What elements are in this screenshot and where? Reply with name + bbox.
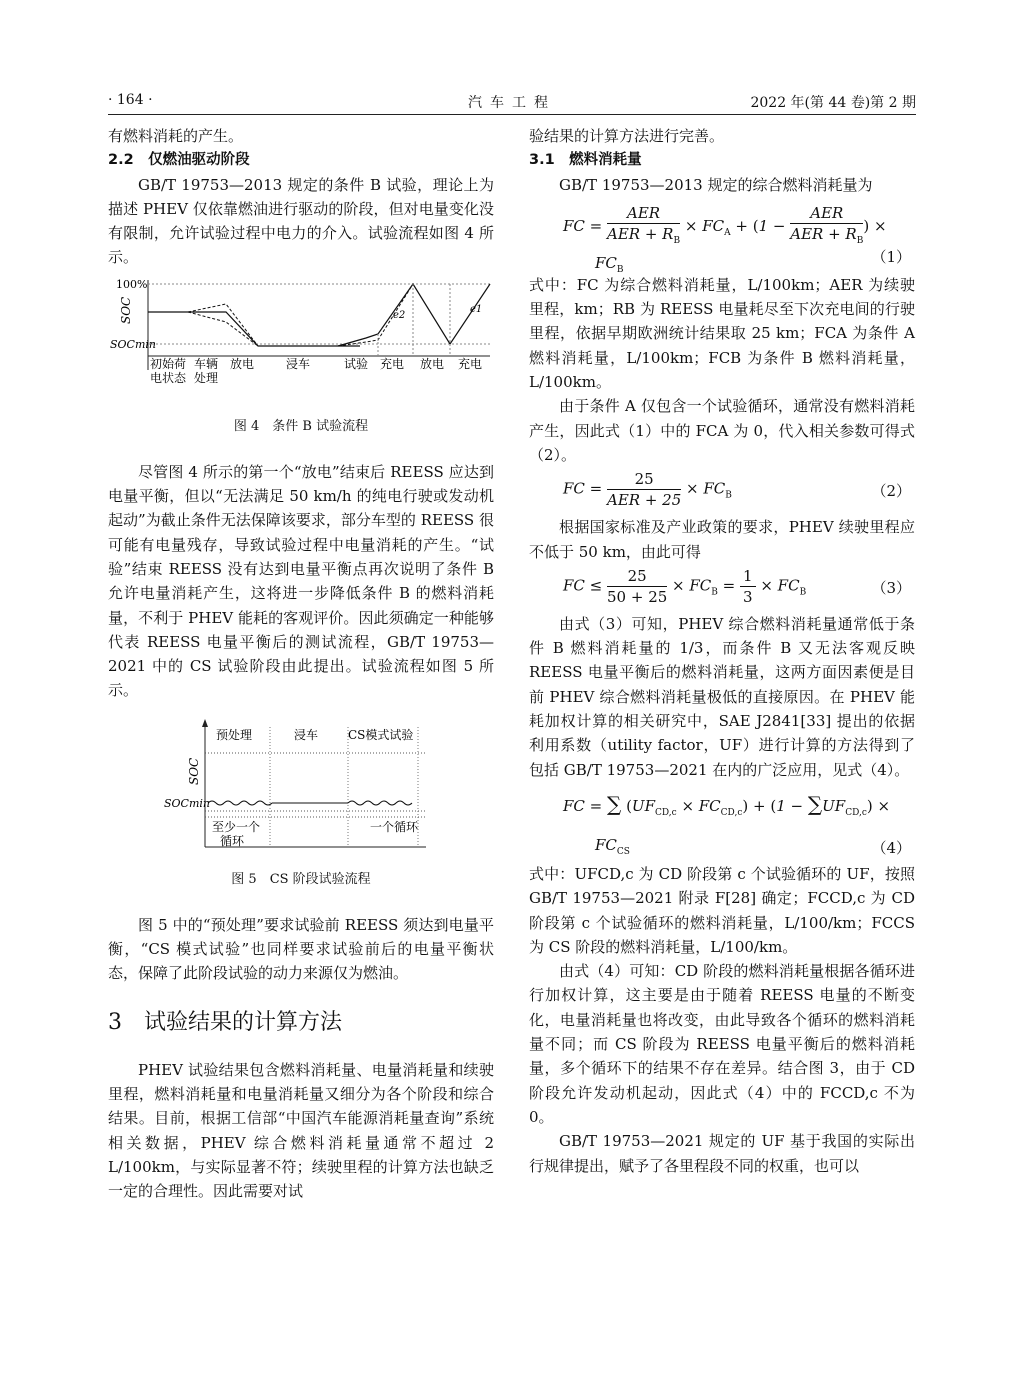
equation-1: FC = $\frac{\text{AER}}{AER + R_B}$ × $FC_A + (1$ − $\frac{\text{AER}}{AER + R_B}$ ) × $FC_B$ （1） [563, 203, 911, 275]
left-paragraph-4: PHEV 试验结果包含燃料消耗量、电量消耗量和续驶里程，燃料消耗量和电量消耗量又细分为各个阶段和综合结果。目前，根据工信部“中国汽车能源消耗量查询”系统相关数据，PHEV 综合燃料消耗量通常不超过 2 L/100km，与实际显著不符；续驶里程的计算方法也缺乏一定的合理性。因此需要对试 [108, 1060, 494, 1201]
figure-5-caption: 图 5 CS 阶段试验流程 [231, 872, 371, 888]
right-column [529, 124, 915, 1178]
issue-info: 2022 年(第 44 卷)第 2 期 [750, 95, 916, 111]
stage-label-soak: 浸车 [286, 356, 311, 371]
axis-label-soc: SOC [119, 296, 133, 324]
fig5-label-socmin: SOCmin [164, 796, 211, 810]
label-100pct: 100% [116, 277, 148, 291]
left-paragraph-2: 尽管图 4 所示的第一个“放电”结束后 REESS 应达到电量平衡，但以“无法满足 50 km/h 的纯电行驶或发动机起动”为截止条件无法保障该要求，部分车型的 REESS 很可能有电量残存，导致试验过程中电量消耗的产生。“试验”结束 REESS 没有达到电量平衡点再次说明了条件 B 允许电量消耗产生，这将进一步降低条件 B 的燃料消耗量，不利于 PHEV 能耗的客观评价。因此须确定一种能够代表 REESS 电量平衡后的测试流程，GB/T 19753—2021 中的 CS 试验阶段由此提出。试验流程如图 5 所示。 [108, 462, 494, 700]
label-e2: e2 [393, 309, 406, 321]
equation-3-number: （3） [871, 578, 911, 597]
page-number: · 164 · [108, 92, 153, 108]
left-column [108, 124, 494, 1203]
stage-label-charge-1: 充电 [380, 356, 405, 371]
stage-label-charge-2: 充电 [458, 356, 483, 371]
figure-5 [108, 719, 494, 897]
fig5-bottom-label-2: 一个循环 [370, 819, 419, 834]
right-paragraph-0: 验结果的计算方法进行完善。 [529, 127, 725, 145]
right-paragraph-6: 式中：UFCD,c 为 CD 阶段第 c 个试验循环的 UF，按照 GB/T 19753—2021 附录 F[28] 确定；FCCD,c 为 CD 阶段第 c 个试验循环的燃料消耗量，L/100/km；FCCS 为 CS 阶段的燃料消耗量，L/100/km。 [529, 864, 915, 956]
equation-4-number: （4） [871, 838, 911, 857]
left-paragraph-0: 有燃料消耗的产生。 [108, 127, 244, 145]
section-heading-3: 3 试验结果的计算方法 [108, 1009, 342, 1035]
fig5-axis-soc: SOC [187, 757, 201, 785]
right-paragraph-7: 由式（4）可知：CD 阶段的燃料消耗量根据各循环进行加权计算，这主要是由于随着 REESS 电量的不断变化，电量消耗量也将改变，由此导致各个循环的燃料消耗量不同；而 CS 阶段为 REESS 电量平衡后的燃料消耗量，多个循环下的结果不存在差异。结合图 3，由于 CD 阶段允许发动机起动，因此式（4）中的 FCCD,c 不为 0。 [529, 962, 915, 1126]
left-paragraph-1: GB/T 19753—2013 规定的条件 B 试验，理论上为描述 PHEV 仅依靠燃油进行驱动的阶段，但对电量变化没有限制，允许试验过程中电力的介入。试验流程如图 4 所示。 [108, 175, 494, 267]
right-paragraph-4: 根据国家标准及产业政策的要求，PHEV 续驶里程应不低于 50 km，由此可得 [529, 518, 915, 561]
stage-label-initial-1: 初始荷 [150, 356, 187, 371]
figure-4-diagram [108, 276, 494, 400]
stage-label-vehicle-2: 处理 [194, 370, 219, 385]
fig5-label-soak: 浸车 [294, 727, 319, 742]
stage-label-discharge-1: 放电 [230, 356, 255, 371]
fig5-label-cs-test: CS模式试验 [348, 727, 414, 742]
journal-name: 汽车工程 [468, 95, 556, 111]
stage-label-initial-2: 电状态 [150, 370, 187, 385]
right-paragraph-8: GB/T 19753—2021 规定的 UF 基于我国的实际出行规律提出，赋予了各里程段不同的权重，也可以 [529, 1132, 915, 1175]
figure-4-caption: 图 4 条件 B 试验流程 [233, 419, 369, 435]
fig5-bottom-label-1a: 至少一个 [212, 819, 261, 834]
equation-4: FC = ∑ $(UF_{CD,c} \times FC_{CD,c}) + (1 - \sum UF_{CD,c})$ × $FC_{CS}$ （4） [529, 782, 915, 862]
right-paragraph-2: 式中：FC 为综合燃料消耗量，L/100km；AER 为续驶里程，km；RB 为 REESS 电量耗尽至下次充电间的行驶里程，依据早期欧洲统计结果取 25 km；FCA 为条件 A 燃料消耗量，L/100km；FCB 为条件 B 燃料消耗量，L/100km。 [529, 275, 915, 392]
figure-4 [108, 276, 494, 446]
right-paragraph-3: 由于条件 A 仅包含一个试验循环，通常没有燃料消耗产生，因此式（1）中的 FCA 为 0，代入相关参数可得式（2）。 [529, 397, 915, 464]
stage-label-test: 试验 [344, 356, 369, 371]
figure-5-diagram [108, 719, 494, 853]
label-socmin: SOCmin [110, 337, 157, 351]
stage-label-vehicle-1: 车辆 [194, 356, 219, 371]
stage-label-discharge-2: 放电 [420, 356, 445, 371]
section-heading-3-1: 3.1 燃料消耗量 [529, 152, 642, 169]
section-heading-2-2: 2.2 仅燃油驱动阶段 [108, 152, 250, 169]
fig5-bottom-label-1b: 循环 [220, 833, 245, 848]
right-paragraph-1: GB/T 19753—2013 规定的综合燃料消耗量为 [559, 175, 873, 194]
running-header [108, 92, 916, 115]
equation-1-number: （1） [871, 247, 911, 266]
equation-2: FC = $\frac{25}{\text{AER + 25}}$ × $FC_B$ （2） [563, 470, 911, 510]
fig5-label-precondition: 预处理 [216, 727, 253, 742]
left-paragraph-3: 图 5 中的“预处理”要求试验前 REESS 须达到电量平衡，“CS 模式试验”也同样要求试验前后的电量平衡状态，保障了此阶段试验的动力来源仅为燃油。 [108, 915, 494, 983]
equation-2-number: （2） [871, 482, 911, 501]
label-e1: e1 [470, 303, 483, 315]
equation-3: FC ≤ $\frac{25}{50 + 25}$ × $FC_B$ = $\frac{1}{3}$ × $FC_B$ （3） [563, 566, 911, 606]
right-paragraph-5: 由式（3）可知，PHEV 综合燃料消耗量通常低于条件 B 燃料消耗量的 1/3，而条件 B 又无法客观反映 REESS 电量平衡后的燃料消耗量，这两方面因素便是目前 PHEV 综合燃料消耗量极低的直接原因。在 PHEV 能耗加权计算的相关研究中，SAE J2841[33] 提出的依据利用系数（utility factor，UF）进行计算的方法得到了包括 GB/T 19753—2021 在内的广泛应用，见式（4）。 [529, 614, 915, 779]
